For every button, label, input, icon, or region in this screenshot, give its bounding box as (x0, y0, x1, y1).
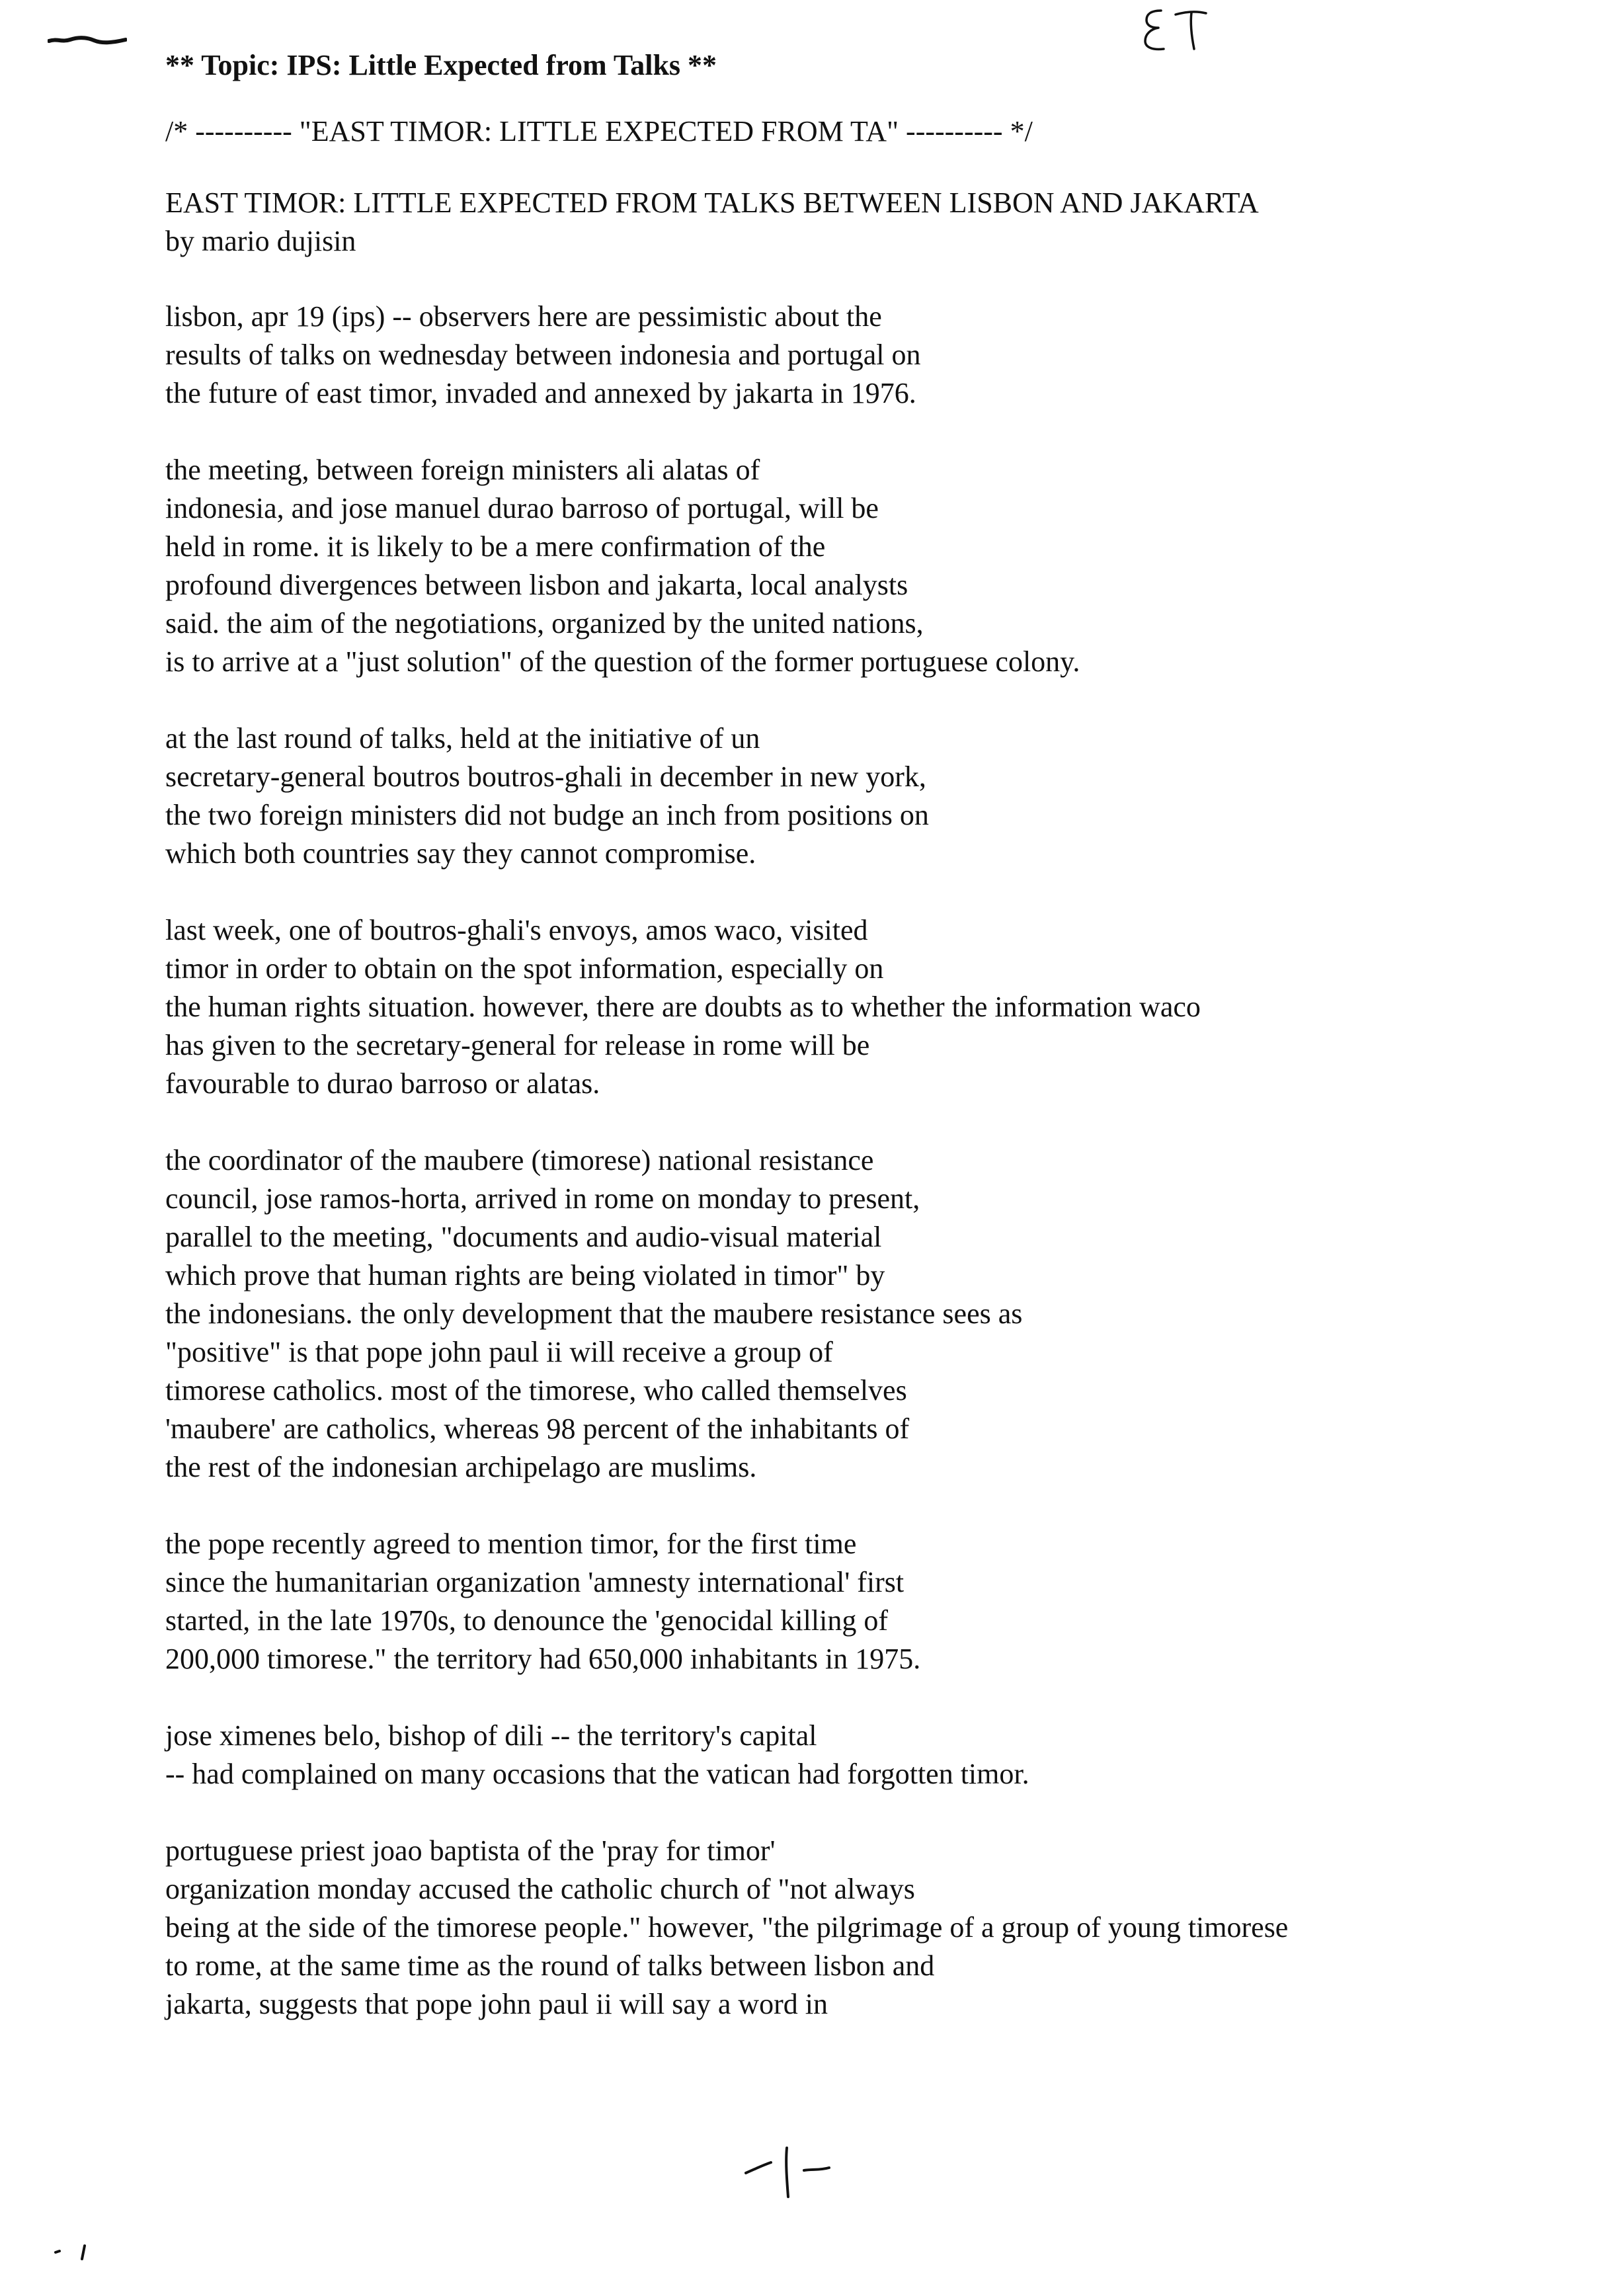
paragraph-line: the future of east timor, invaded and annexed by jakarta in 1976. (165, 377, 916, 409)
paragraph-line: lisbon, apr 19 (ips) -- observers here are pessimistic about the (165, 300, 882, 333)
article-paragraph (165, 1717, 1554, 1793)
paragraph-line: the human rights situation. however, there are doubts as to whether the information waco (165, 991, 1201, 1023)
paragraph-line: portuguese priest joao baptista of the 'pray for timor' (165, 1834, 776, 1867)
paragraph-line: jose ximenes belo, bishop of dili -- the territory's capital (165, 1719, 817, 1752)
paragraph-line: being at the side of the timorese people." however, "the pilgrimage of a group of young timorese (165, 1911, 1289, 1944)
paragraph-line: last week, one of boutros-ghali's envoys, amos waco, visited (165, 914, 868, 946)
article-paragraphs (165, 298, 1554, 2024)
paragraph-line: 'maubere' are catholics, whereas 98 percent of the inhabitants of (165, 1413, 910, 1445)
article-byline: by mario dujisin (165, 225, 356, 257)
paragraph-line: the two foreign ministers did not budge an inch from positions on (165, 799, 929, 831)
paragraph-line: timor in order to obtain on the spot information, especially on (165, 952, 884, 985)
article-paragraph (165, 1832, 1554, 2024)
paragraph-line: -- had complained on many occasions that the vatican had forgotten timor. (165, 1758, 1029, 1790)
paragraph-line: secretary-general boutros boutros-ghali in december in new york, (165, 760, 926, 793)
article-paragraph (165, 1141, 1554, 1487)
paragraph-line: said. the aim of the negotiations, organized by the united nations, (165, 607, 924, 639)
paragraph-line: the indonesians. the only development that the maubere resistance sees as (165, 1297, 1023, 1330)
paragraph-line: is to arrive at a "just solution" of the question of the former portuguese colony. (165, 645, 1080, 678)
paragraph-line: since the humanitarian organization 'amnesty international' first (165, 1566, 904, 1598)
article-paragraph (165, 719, 1554, 873)
paragraph-line: results of talks on wednesday between indonesia and portugal on (165, 339, 921, 371)
paragraph-line: "positive" is that pope john paul ii will receive a group of (165, 1336, 833, 1368)
paragraph-line: 200,000 timorese." the territory had 650,000 inhabitants in 1975. (165, 1643, 921, 1675)
paragraph-line: at the last round of talks, held at the initiative of un (165, 722, 760, 755)
paragraph-line: organization monday accused the catholic church of "not always (165, 1873, 915, 1905)
article-paragraph (165, 451, 1554, 681)
paragraph-line: timorese catholics. most of the timorese, who called themselves (165, 1374, 907, 1407)
page-number-handwritten (741, 2143, 833, 2202)
margin-scribble-mark (48, 32, 127, 48)
article-paragraph (165, 911, 1554, 1103)
paragraph-line: the coordinator of the maubere (timorese) national resistance (165, 1144, 874, 1176)
paragraph-line: the pope recently agreed to mention timor, for the first time (165, 1528, 857, 1560)
paragraph-line: jakarta, suggests that pope john paul ii will say a word in (165, 1988, 828, 2020)
paragraph-line: started, in the late 1970s, to denounce the 'genocidal killing of (165, 1604, 888, 1637)
article-paragraph (165, 1525, 1554, 1678)
document-body (165, 46, 1554, 2062)
paragraph-line: parallel to the meeting, "documents and audio-visual material (165, 1221, 882, 1253)
paragraph-line: has given to the secretary-general for release in rome will be (165, 1029, 870, 1061)
paragraph-line: favourable to durao barroso or alatas. (165, 1067, 600, 1100)
paragraph-line: which both countries say they cannot compromise. (165, 837, 756, 870)
article-headline: EAST TIMOR: LITTLE EXPECTED FROM TALKS BETWEEN LISBON AND JAKARTA (165, 186, 1259, 219)
paragraph-line: indonesia, and jose manuel durao barroso of portugal, will be (165, 492, 879, 524)
slug-line: /* ---------- "EAST TIMOR: LITTLE EXPECTED FROM TA" ---------- */ (165, 115, 1033, 147)
article-paragraph (165, 298, 1554, 413)
corner-scan-marks (53, 2242, 99, 2262)
paragraph-line: held in rome. it is likely to be a mere confirmation of the (165, 530, 826, 563)
paragraph-line: to rome, at the same time as the round of talks between lisbon and (165, 1949, 935, 1982)
paragraph-line: the rest of the indonesian archipelago are muslims. (165, 1451, 757, 1483)
paragraph-line: which prove that human rights are being violated in timor" by (165, 1259, 885, 1292)
topic-line: ** Topic: IPS: Little Expected from Talks ** (165, 49, 717, 81)
paragraph-line: council, jose ramos-horta, arrived in rome on monday to present, (165, 1182, 920, 1215)
paragraph-line: the meeting, between foreign ministers ali alatas of (165, 454, 760, 486)
paragraph-line: profound divergences between lisbon and jakarta, local analysts (165, 569, 908, 601)
